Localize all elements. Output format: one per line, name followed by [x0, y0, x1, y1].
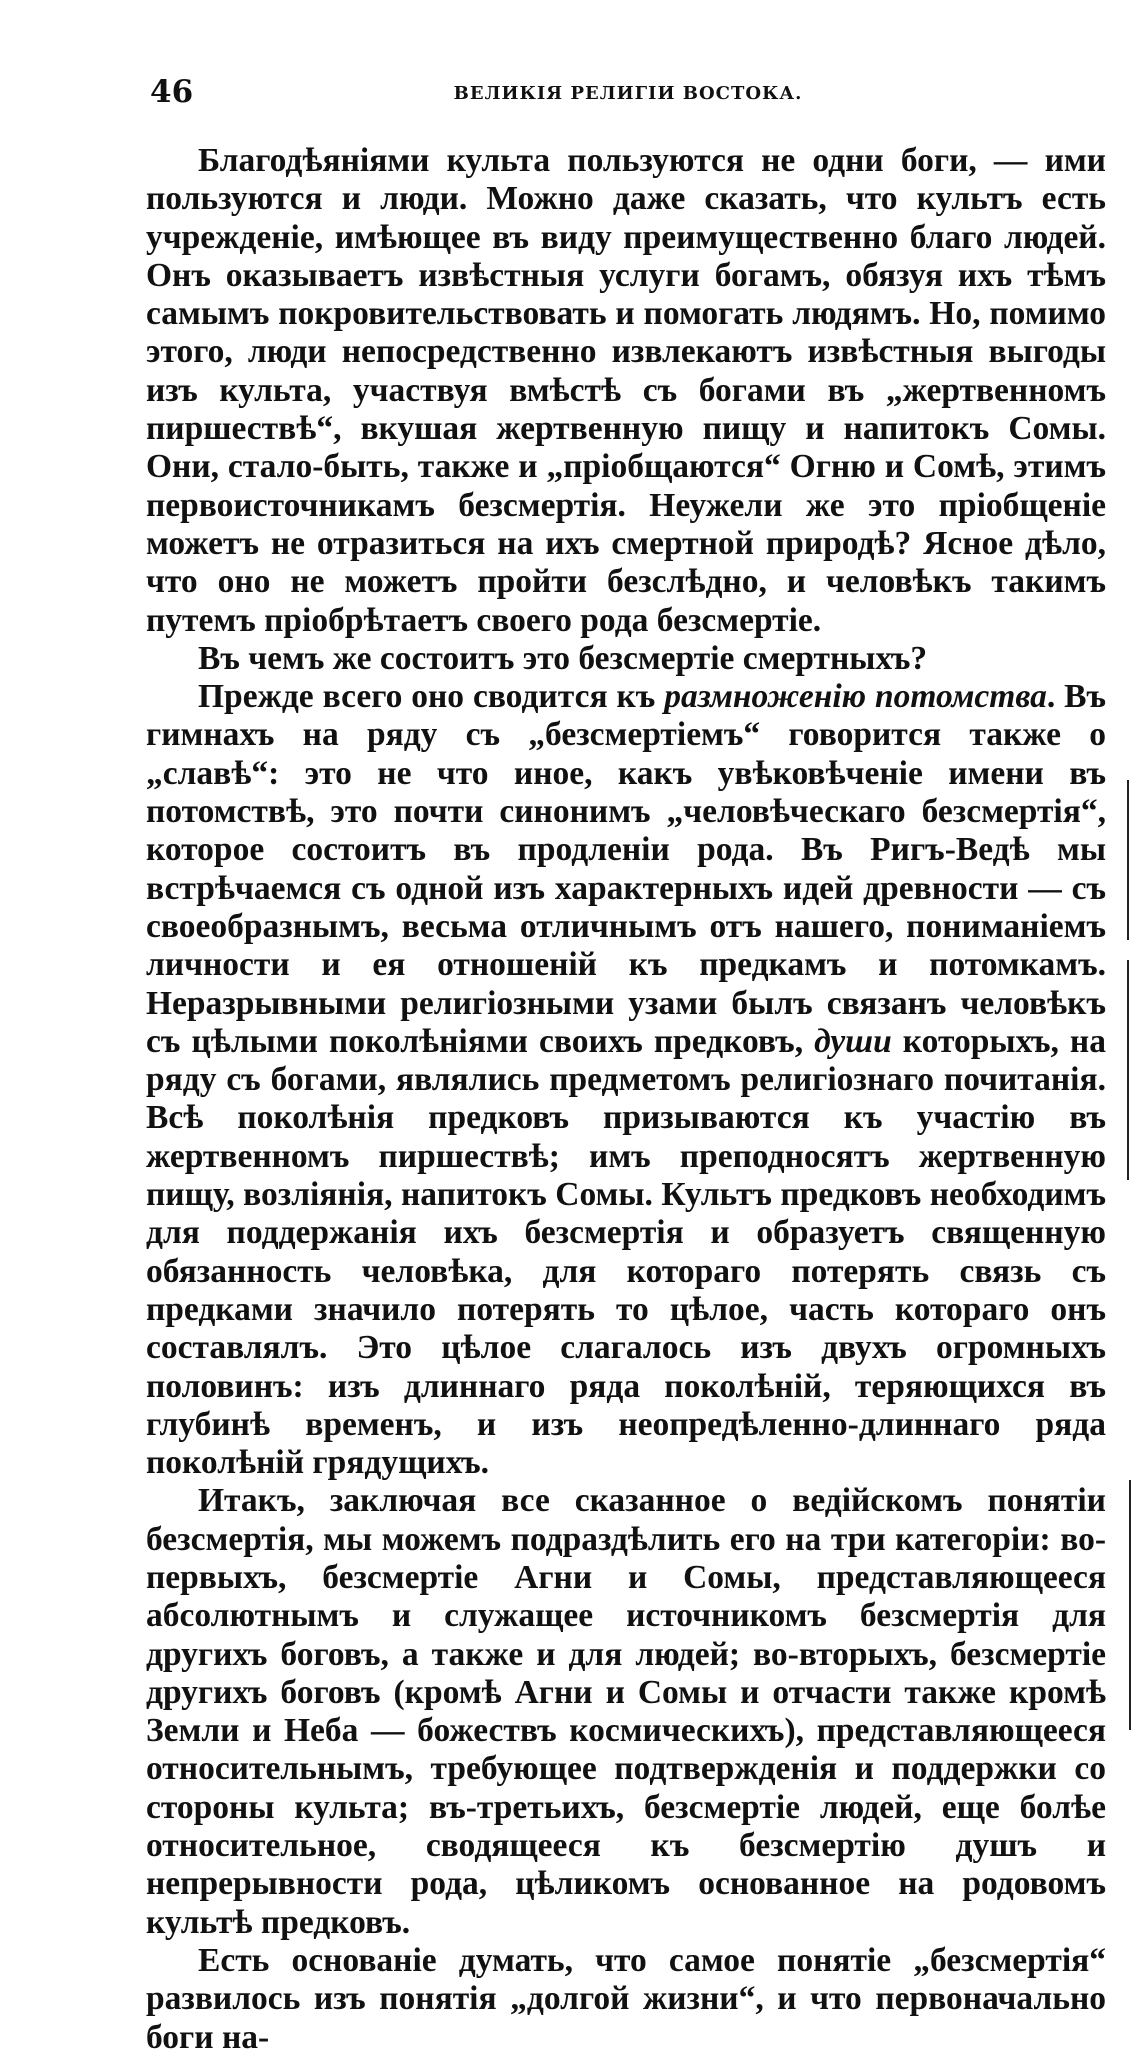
paragraph-4: Итакъ, заключая все сказанное о ведійскомъ понятіи безсмертія, мы можемъ подраздѣлить его на три категоріи: во-первыхъ, безсмертіе Агни и Сомы, представляющееся абсолютнымъ и служащее источникомъ безсмертія для другихъ боговъ, а также и для людей; во-вторыхъ, безсмертіе другихъ боговъ (кромѣ Агни и Сомы и отчасти также кромѣ Земли и Неба — божествъ космическихъ), представляющееся относительнымъ, требующее подтвержденія и поддержки со стороны культа; въ-третьихъ, безсмертіе людей, еще болѣе относительное, сводящееся къ безсмертію душъ и непрерывности рода, цѣликомъ основанное на родовомъ культѣ предковъ.	[146, 1482, 1106, 1941]
paragraph-3-emphasis: размноженію потомства	[664, 678, 1047, 716]
scan-edge-line	[1129, 1480, 1131, 1730]
paragraph-3-text-a: Прежде всего оно сводится къ	[198, 678, 665, 716]
paragraph-3-text-c: которыхъ, на ряду съ богами, являлись предметомъ религіознаго почитанія. Всѣ поколѣнія предковъ призываются къ участію въ жертвенномъ пиршествѣ; имъ преподносятъ жертвенную пищу, возліянія, напитокъ Сомы. Культъ предковъ необходимъ для поддержанія ихъ безсмертія и образуетъ священную обязанность человѣка, для котораго потерять связь съ предками значило потерять то цѣлое, часть котораго онъ составлялъ. Это цѣлое слагалось изъ двухъ огромныхъ половинъ: изъ длиннаго ряда поколѣній, теряющихся въ глубинѣ временъ, и изъ неопредѣленно-длиннаго ряда поколѣній грядущихъ.	[146, 1022, 1106, 1482]
paragraph-5: Есть основаніе думать, что самое понятіе „безсмертія“ развилось изъ понятія „долгой жизни“, и что первоначально боги на-	[146, 1941, 1106, 2056]
scan-edge-line	[1127, 780, 1129, 940]
page-number: 46	[150, 74, 194, 110]
running-title: ВЕЛИКІЯ РЕЛИГІИ ВОСТОКА.	[453, 83, 803, 104]
paragraph-3-text-b: . Въ гимнахъ на ряду съ „безсмертіемъ“ говорится также о „славѣ“: это не что иное, какъ увѣковѣченіе имени въ потомствѣ, это почти синонимъ „человѣческаго безсмертія“, которое состоитъ въ продленіи рода. Въ Ригъ-Ведѣ мы встрѣчаемся съ одной изъ характерныхъ идей древности — съ своеобразнымъ, весьма отличнымъ отъ нашего, пониманіемъ личности и ея отношеній къ предкамъ и потомкамъ. Неразрывными религіозными узами былъ связанъ человѣкъ съ цѣлыми поколѣніями своихъ предковъ,	[146, 678, 1106, 1060]
paragraph-3-emphasis-2: души	[814, 1022, 892, 1060]
scan-edge-line	[1127, 960, 1129, 1180]
paragraph-1: Благодѣяніями культа пользуются не одни боги, — ими пользуются и люди. Можно даже сказать, что культъ есть учрежденіе, имѣющее въ виду преимущественно благо людей. Онъ оказываетъ извѣстныя услуги богамъ, обязуя ихъ тѣмъ самымъ покровительствовать и помогать людямъ. Но, помимо этого, люди непосредственно извлекаютъ извѣстныя выгоды изъ культа, участвуя вмѣстѣ съ богами въ „жертвенномъ пиршествѣ“, вкушая жертвенную пищу и напитокъ Сомы. Они, стало-быть, также и „пріобщаются“ Огню и Сомѣ, этимъ первоисточникамъ безсмертія. Неужели же это пріобщеніе можетъ не отразиться на ихъ смертной природѣ? Ясное дѣло, что оно не можетъ пройти безслѣдно, и человѣкъ такимъ путемъ пріобрѣтаетъ своего рода безсмертіе.	[146, 142, 1106, 639]
body-text	[146, 142, 1106, 2057]
paragraph-3	[146, 678, 1106, 1482]
paragraph-2: Въ чемъ же состоитъ это безсмертіе смертныхъ?	[198, 639, 928, 677]
page-header	[150, 72, 1106, 112]
